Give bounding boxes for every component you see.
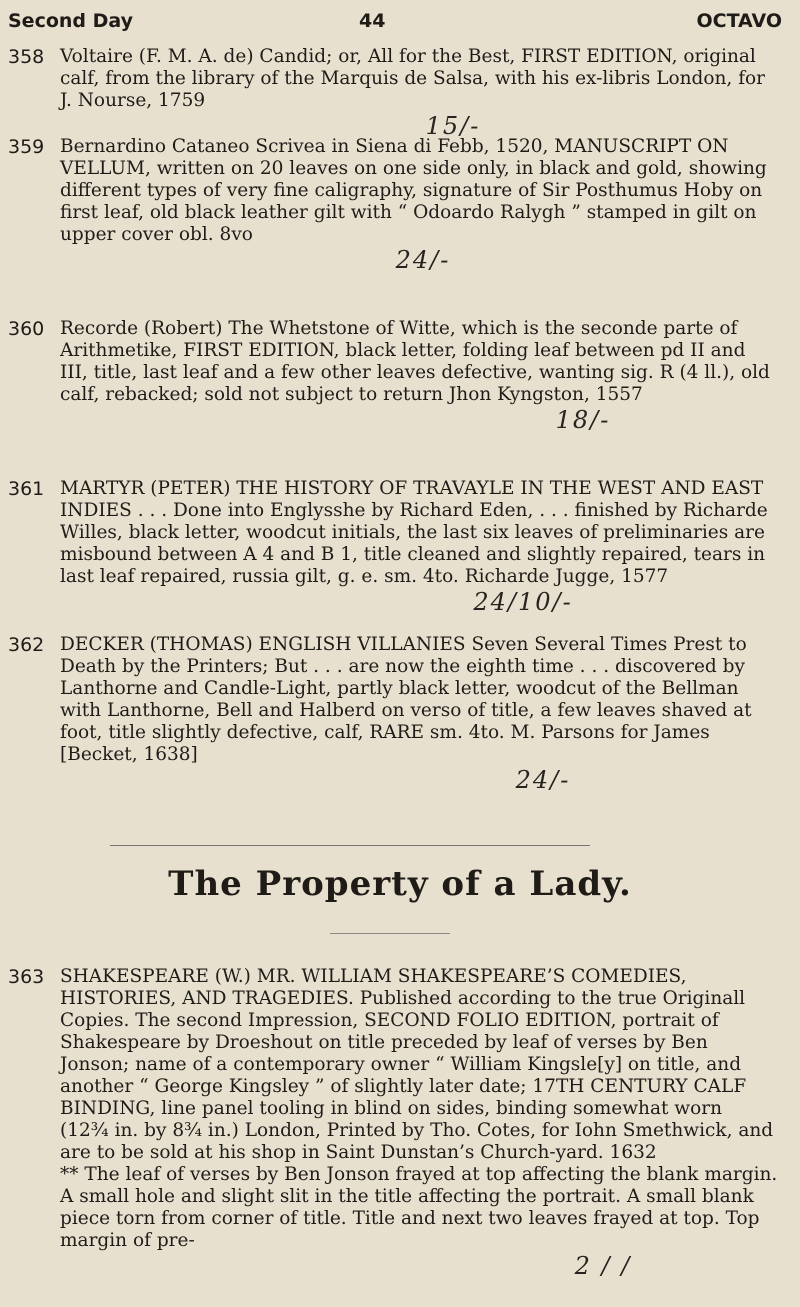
lot-condition-note: ** The leaf of verses by Ben Jonson frayed at top affecting the blank margin. A small hole and slight slit in the title affecting the portrait. A small blank piece torn from corner of title. Title and next two leaves frayed at top. Top margin of pre-	[60, 1164, 778, 1251]
handwritten-price: 24/-	[395, 246, 451, 274]
lot-description: Bernardino Cataneo Scrivea in Siena di Febb, 1520, MANUSCRIPT ON VELLUM, written on 20 leaves on one side only, in black and gold, showing different types of very fine caligraphy, signature of Sir Posthumus Hoby on first leaf, old black leather gilt with “ Odoardo Ralygh ” stamped in gilt on upper cover obl. 8vo	[60, 136, 767, 245]
lot-number: 363	[8, 966, 45, 988]
lot-description: DECKER (THOMAS) ENGLISH VILLANIES Seven Several Times Prest to Death by the Printers; But . . . are now the eighth time . . . discovered by Lanthorne and Candle-Light, partly black letter, woodcut of the Bellman with Lanthorne, Bell and Halberd on verso of title, a few leaves shaved at foot, title slightly defective, calf, RARE sm. 4to. M. Parsons for James [Becket, 1638]	[60, 634, 752, 765]
lot-description: MARTYR (PETER) THE HISTORY OF TRAVAYLE IN THE WEST AND EAST INDIES . . . Done into Englysshe by Richard Eden, . . . finished by Richarde Willes, black letter, woodcut initials, the last six leaves of preliminaries are misbound between A 4 and B 1, title cleaned and slightly repaired, tears in last leaf repaired, russia gilt, g. e. sm. 4to. Richarde Jugge, 1577	[60, 478, 768, 587]
page-header	[0, 10, 800, 38]
lot-360	[8, 318, 778, 434]
handwritten-price: 24/10/-	[473, 588, 573, 616]
header-format: OCTAVO	[696, 10, 782, 32]
lot-363	[8, 966, 778, 1280]
lot-number: 361	[8, 478, 45, 500]
lot-number: 358	[8, 46, 45, 68]
lot-number: 359	[8, 136, 45, 158]
handwritten-price: 18/-	[555, 406, 611, 434]
handwritten-price: 15/-	[425, 112, 481, 140]
lot-number: 360	[8, 318, 45, 340]
lot-358	[8, 46, 778, 140]
lot-description: Voltaire (F. M. A. de) Candid; or, All for the Best, FIRST EDITION, original calf, from the library of the Marquis de Salsa, with his ex-libris London, for J. Nourse, 1759	[60, 46, 766, 111]
lot-imprint: (12¾ in. by 8¾ in.) London, Printed by Tho. Cotes, for Iohn Smethwick, and are to be sold at his shop in Saint Dunstan’s Church-yard. 1632	[60, 1120, 774, 1163]
lot-359	[8, 136, 778, 274]
heading-rule	[330, 933, 450, 934]
handwritten-price: 2 / /	[574, 1252, 632, 1280]
lot-number: 362	[8, 634, 45, 656]
section-heading: The Property of a Lady.	[168, 864, 632, 904]
handwritten-price: 24/-	[515, 766, 571, 794]
lot-362	[8, 634, 778, 794]
section-divider	[110, 845, 590, 846]
header-day: Second Day	[8, 10, 134, 32]
page-number: 44	[359, 10, 386, 32]
lot-description: Recorde (Robert) The Whetstone of Witte, which is the seconde parte of Arithmetike, FIRST EDITION, black letter, folding leaf between pd II and III, title, last leaf and a few other leaves defective, wanting sig. R (4 ll.), old calf, rebacked; sold not subject to return Jhon Kyngston, 1557	[60, 318, 770, 405]
lot-description: SHAKESPEARE (W.) MR. WILLIAM SHAKESPEARE’S COMEDIES, HISTORIES, AND TRAGEDIES. Published according to the true Originall Copies. The second Impression, SECOND FOLIO EDITION, portrait of Shakespeare by Droeshout on title preceded by leaf of verses by Ben Jonson; name of a contemporary owner “ William Kingsle[y] on title, and another “ George Kingsley ” of slightly later date; 17TH CENTURY CALF BINDING, line panel tooling in blind on sides, binding somewhat worn	[60, 966, 747, 1119]
lot-361	[8, 478, 778, 616]
